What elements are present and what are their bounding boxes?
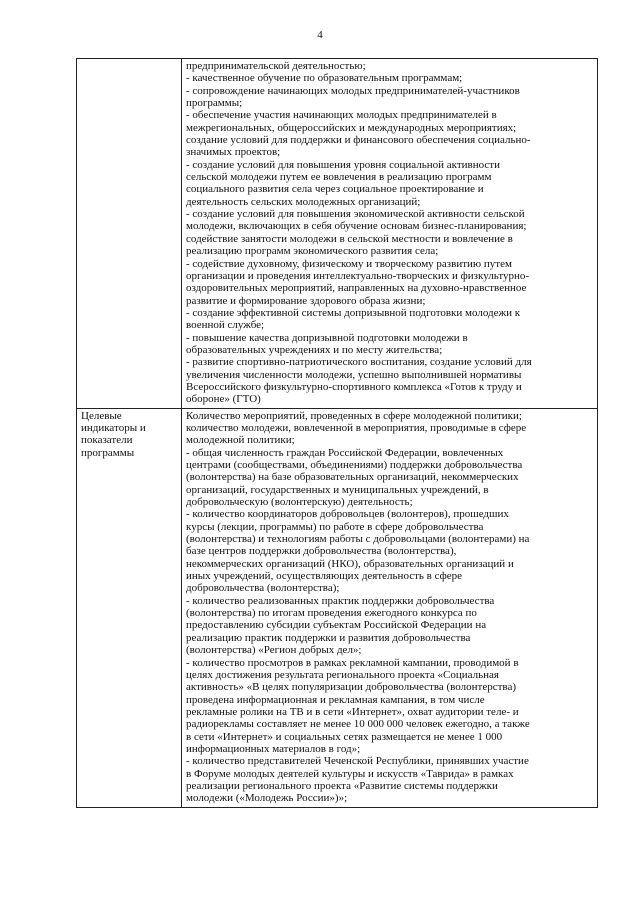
text-line: - создание условий для повышения уровня социальной активности — [186, 158, 500, 171]
table-row-target-indicators — [77, 408, 598, 807]
text-line: - количество представителей Чеченской Республики, принявших участие — [186, 755, 529, 768]
text-line: рекламные ролики на ТВ и в сети «Интернет», охват аудитории теле- и — [186, 705, 519, 718]
text-line: программы; — [186, 97, 243, 110]
text-line: организации и проведения интеллектуально-творческих и физкультурно- — [186, 269, 530, 282]
text-line: создание условий для поддержки и финансового обеспечения социально- — [186, 134, 531, 147]
text-line: - сопровождение начинающих молодых предпринимателей-участников — [186, 84, 520, 97]
text-line: сельской молодежи путем ее вовлечения в реализацию программ — [186, 171, 492, 184]
text-line: (волонтерства) «Регион добрых дел»; — [186, 644, 362, 657]
text-line: центрами (сообществами, объединениями) поддержки добровольчества — [186, 459, 523, 471]
row-content-cell — [182, 59, 598, 409]
text-line: молодежи («Молодежь России»)»; — [186, 792, 348, 805]
text-line: Количество мероприятий, проведенных в сфере молодежной политики; — [186, 409, 522, 422]
text-line: - обеспечение участия начинающих молодых предпринимателей в — [186, 109, 497, 122]
text-line: реализацию программ экономического развития села; — [186, 245, 439, 258]
text-line: активность» «В целях популяризации добровольчества (волонтерства) — [186, 681, 516, 694]
text-line: курсы (лекции, программы) по работе в сфере добровольчества — [186, 520, 484, 533]
row-content-cell — [182, 408, 598, 807]
text-line: (волонтерства) на базе образовательных организаций, некоммерческих — [186, 471, 519, 484]
text-line: количество молодежи, вовлеченной в мероприятия, проводимые в сфере — [186, 421, 527, 434]
text-line: - развитие спортивно-патриотического воспитания, создание условий для — [186, 356, 532, 369]
program-passport-table — [76, 58, 598, 808]
text-line: предпринимательской деятельностью; — [186, 60, 366, 72]
text-line: социального развития села через социальное проектирование и — [186, 183, 484, 196]
row-label-cell: Целевые индикаторы и показатели программы — [77, 408, 182, 807]
text-line: - создание эффективной системы допризывной подготовки молодежи к — [186, 306, 521, 319]
text-line: военной службе; — [186, 319, 265, 332]
text-line: увеличения численности молодежи, успешно выполнившей нормативы — [186, 368, 522, 381]
text-line: образовательных учреждениях и по месту жительства; — [186, 343, 443, 356]
text-line: - содействие духовному, физическому и творческому развитию путем — [186, 257, 512, 270]
text-line: базе центров поддержки добровольчества (волонтерства), — [186, 545, 457, 558]
text-line: некоммерческих организаций (НКО), образовательных организаций и — [186, 557, 514, 570]
text-line: организаций, государственных и муниципальных учреждений, в — [186, 483, 489, 496]
text-line: радиорекламы составляет не менее 10 000 000 человек ежегодно, а также — [186, 718, 530, 731]
text-line: - качественное обучение по образовательным программам; — [186, 72, 463, 85]
text-line: реализацию практик поддержки и развития добровольчества — [186, 631, 471, 644]
text-line: (волонтерства) по итогам проведения ежегодного конкурса по — [186, 607, 477, 620]
text-line: - повышение качества допризывной подготовки молодежи в — [186, 331, 468, 344]
text-line: молодежной политики; — [186, 434, 295, 447]
text-line: (волонтерства) и технологиям работы с добровольцами (волонтерами) на — [186, 533, 530, 546]
text-line: - количество просмотров в рамках рекламной кампании, проводимой в — [186, 656, 519, 669]
text-line: обороне» (ГТО) — [186, 393, 261, 406]
text-line: деятельность сельских молодежных организаций; — [186, 195, 421, 208]
text-line: предоставлению субсидии субъектам Российской Федерации на — [186, 619, 487, 632]
text-line: - создание условий для повышения экономической активности сельской — [186, 208, 525, 221]
text-line: в сети «Интернет» и социальных сетях размещается не менее 1 000 — [186, 730, 503, 743]
text-line: - количество координаторов добровольцев (волонтеров), прошедших — [186, 508, 509, 521]
text-line: значимых проектов; — [186, 146, 281, 159]
table-body — [77, 59, 598, 808]
text-line: - общая численность граждан Российской Федерации, вовлеченных — [186, 446, 504, 459]
text-line: реализации регионального проекта «Развитие системы поддержки — [186, 779, 498, 792]
text-line: развитие и формирование здорового образа жизни; — [186, 294, 426, 307]
text-line: оздоровительных мероприятий, направленных на духовно-нравственное — [186, 282, 527, 295]
text-line: межрегиональных, общероссийских и международных мероприятиях; — [186, 121, 517, 134]
text-line: целях достижения результата регионального проекта «Социальная — [186, 668, 499, 681]
text-line: проведена информационная и рекламная кампания, в том числе — [186, 693, 485, 706]
text-line: Всероссийского физкультурно-спортивного комплекса «Готов к труду и — [186, 380, 522, 393]
text-line: в Форуме молодых деятелей культуры и искусств «Таврида» в рамках — [186, 767, 514, 780]
text-line: - количество реализованных практик поддержки добровольчества — [186, 594, 495, 607]
text-line: информационных материалов в год»; — [186, 742, 361, 755]
row-label-cell — [77, 59, 182, 409]
text-line: добровольческую (волонтерскую) деятельность; — [186, 496, 413, 509]
text-line: молодежи, включающих в себя обучение основам бизнес-планирования; — [186, 220, 527, 233]
text-line: добровольчества (волонтерства); — [186, 582, 340, 595]
text-line: содействие занятости молодежи в сельской местности и вовлечение в — [186, 232, 513, 245]
table-row-tasks-continued — [77, 59, 598, 409]
page-number: 4 — [317, 29, 323, 41]
text-line: иных учреждений, осуществляющих деятельность в сфере — [186, 570, 463, 583]
